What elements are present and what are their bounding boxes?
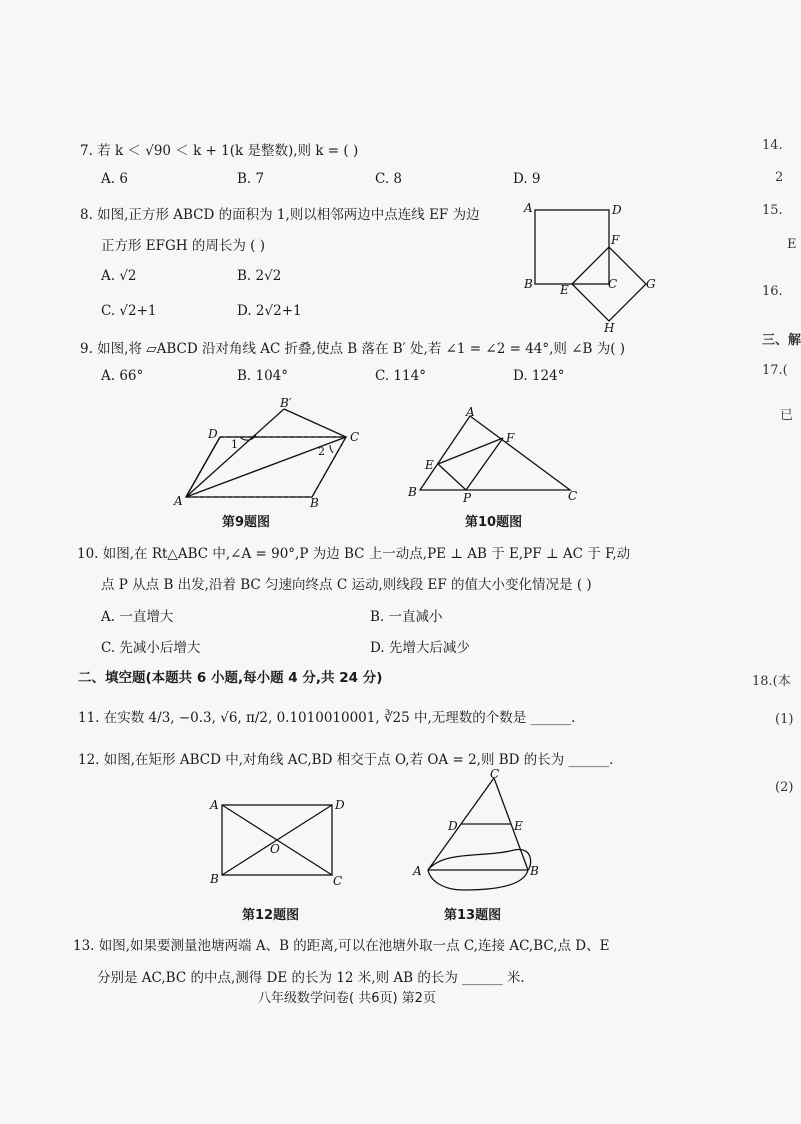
label-A: A [466,405,475,419]
question-13-line1: 13. 如图,如果要测量池塘两端 A、B 的距离,可以在池塘外取一点 C,连接 AC,BC,点 D、E [73,938,610,954]
figure-12-caption: 第12题图 [242,908,300,923]
label-angle-1: 1 [231,438,238,451]
question-10-line1: 10. 如图,在 Rt△ABC 中,∠A = 90°,P 为边 BC 上一动点,PE ⊥ AB 于 E,PF ⊥ AC 于 F,动 [77,546,631,562]
label-F: F [611,233,620,247]
question-8-line1: 8. 如图,正方形 ABCD 的面积为 1,则以相邻两边中点连线 EF 为边 [80,207,480,223]
edge-fragment-17: 17.( [762,363,788,378]
edge-fragment-15: 15. [762,203,783,218]
edge-fragment-yi: 已 [780,408,794,423]
question-7-option-a: A. 6 [101,171,128,187]
question-9-option-b: B. 104° [237,368,289,384]
figure-12-diagram [204,795,354,890]
label-D: D [612,203,622,217]
question-8-option-c: C. √2+1 [101,303,157,319]
label-E: E [560,283,569,297]
question-9-option-d: D. 124° [513,368,565,384]
question-13-line2: 分别是 AC,BC 的中点,测得 DE 的长为 12 米,则 AB 的长为 ______ 米. [97,970,525,986]
label-D: D [335,798,345,812]
question-10-option-d: D. 先增大后减少 [370,640,470,656]
question-9-option-c: C. 114° [375,368,426,384]
label-A: A [413,864,422,878]
label-C: C [608,277,618,291]
label-B-prime: B′ [280,396,292,410]
label-C: C [333,874,343,888]
label-O: O [270,842,280,856]
figure-8-diagram [518,198,658,338]
question-7-option-d: D. 9 [513,171,541,187]
question-7-option-c: C. 8 [375,171,403,187]
figure-9-diagram [170,395,370,510]
label-E: E [514,819,523,833]
label-A: A [174,494,183,508]
edge-fragment-16: 16. [762,284,783,299]
label-B: B [524,277,533,291]
section-2-heading: 二、填空题(本题共 6 小题,每小题 4 分,共 24 分) [78,670,383,686]
edge-fragment-18: 18.(本 [752,674,791,689]
label-B: B [210,872,219,886]
question-10-option-a: A. 一直增大 [101,609,174,625]
edge-fragment-part1: (1) [775,712,794,727]
page-footer: 八年级数学问卷( 共6页) 第2页 [258,991,436,1006]
label-H: H [604,321,615,335]
edge-fragment-14: 14. [762,138,783,153]
label-angle-2: 2 [318,445,325,458]
figure-13-caption: 第13题图 [444,908,502,923]
label-B: B [310,496,319,510]
label-F: F [506,431,515,445]
figure-9-caption: 第9题图 [222,515,271,530]
label-C: C [490,767,500,781]
figure-13-diagram [404,767,554,900]
question-8-option-d: D. 2√2+1 [237,303,302,319]
label-P: P [463,491,472,505]
question-8-option-b: B. 2√2 [237,268,282,284]
question-10-option-c: C. 先减小后增大 [101,640,201,656]
label-B: B [408,485,417,499]
question-10-option-b: B. 一直减小 [370,609,443,625]
question-8-option-a: A. √2 [101,268,137,284]
question-10-line2: 点 P 从点 B 出发,沿着 BC 匀速向终点 C 运动,则线段 EF 的值大小变化情况是 ( ) [101,577,592,593]
question-12-text: 12. 如图,在矩形 ABCD 中,对角线 AC,BD 相交于点 O,若 OA = 2,则 BD 的长为 ______. [78,752,614,768]
label-A: A [210,798,219,812]
figure-10-caption: 第10题图 [465,515,523,530]
question-9-option-a: A. 66° [101,368,144,384]
label-A: A [524,201,533,215]
question-7-text: 7. 若 k ＜ √90 ＜ k + 1(k 是整数),则 k = ( ) [80,143,359,159]
label-D: D [448,819,458,833]
question-8-line2: 正方形 EFGH 的周长为 ( ) [101,238,265,254]
edge-fragment-e: E [787,237,797,252]
figure-10-diagram [404,404,584,504]
question-9-text: 9. 如图,将 ▱ABCD 沿对角线 AC 折叠,使点 B 落在 B′ 处,若 ∠1 = ∠2 = 44°,则 ∠B 为( ) [80,341,626,357]
edge-fragment-part2: (2) [775,780,794,795]
edge-fragment-section3: 三、解 [762,333,801,348]
edge-fragment-2: 2 [775,170,784,185]
label-B: B [530,864,539,878]
label-C: C [350,430,360,444]
label-E: E [425,458,434,472]
label-D: D [208,427,218,441]
label-G: G [646,277,656,291]
label-C: C [568,489,578,503]
question-7-option-b: B. 7 [237,171,265,187]
question-11-text: 11. 在实数 4/3, −0.3, √6, π/2, 0.1010010001, ∛25 中,无理数的个数是 ______. [78,710,576,726]
